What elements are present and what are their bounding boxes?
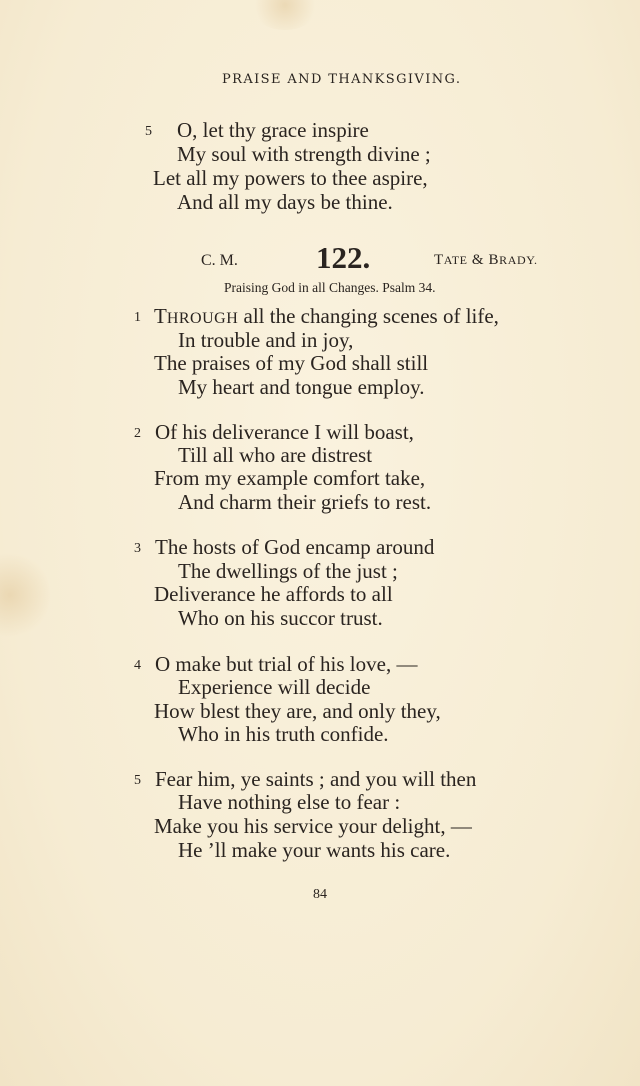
hymn-number: 122. [316,240,371,275]
verse-line: O make but trial of his love, — [155,652,418,676]
hymn-header [0,240,640,280]
stanza-number: 5 [145,124,152,139]
verse-line: The dwellings of the just ; [178,559,398,583]
first-line-text: all the changing scenes of life, [238,304,499,328]
hymn-meter: C. M. [201,252,238,269]
verse-line: In trouble and in joy, [178,328,354,352]
hymn-subtitle: Praising God in all Changes. Psalm 34. [224,280,436,295]
page-number: 84 [313,887,327,902]
stanza-number: 3 [134,541,141,556]
verse-line: Make you his service your delight, — [154,814,472,838]
author-initial: B [488,252,500,268]
verse-line: And all my days be thine. [177,190,393,214]
first-word-smallcaps: HROUGH [166,310,239,327]
verse-line: The praises of my God shall still [154,351,429,375]
verse-line: Till all who are distrest [178,443,373,467]
verse-line: Experience will decide [178,675,371,699]
verse-line: My heart and tongue employ. [178,375,425,399]
verse-line: From my example comfort take, [154,466,426,490]
verse-line: How blest they are, and only they, [154,699,441,723]
author-ampersand: & [467,252,489,268]
author-smallcaps: ATE [443,253,468,267]
verse-line: He ’ll make your wants his care. [178,838,451,862]
first-word-initial: T [154,304,167,328]
author-initial: T [434,252,444,268]
verse-line: Let all my powers to thee aspire, [153,166,428,190]
verse-line: Fear him, ye saints ; and you will then [155,767,477,791]
verse-line [154,304,499,329]
running-head: PRAISE AND THANKSGIVING. [222,72,462,87]
verse-line: My soul with strength divine ; [177,142,431,166]
stanza-number: 2 [134,426,141,441]
verse-line: Of his deliverance I will boast, [155,420,414,444]
stanza-number: 1 [134,310,141,325]
verse-line: Who on his succor trust. [178,606,383,630]
verse-line: O, let thy grace inspire [177,118,369,142]
verse-line: The hosts of God encamp around [155,535,435,559]
paper-stain [0,550,50,640]
verse-line: Deliverance he affords to all [154,582,393,606]
author-smallcaps: RADY. [499,253,538,267]
stanza-number: 4 [134,658,141,673]
paper-stain-top [250,0,320,30]
hymn-author [434,252,538,269]
verse-line: And charm their griefs to rest. [178,490,432,514]
verse-line: Have nothing else to fear : [178,790,401,814]
verse-line: Who in his truth confide. [178,722,389,746]
stanza-number: 5 [134,773,141,788]
